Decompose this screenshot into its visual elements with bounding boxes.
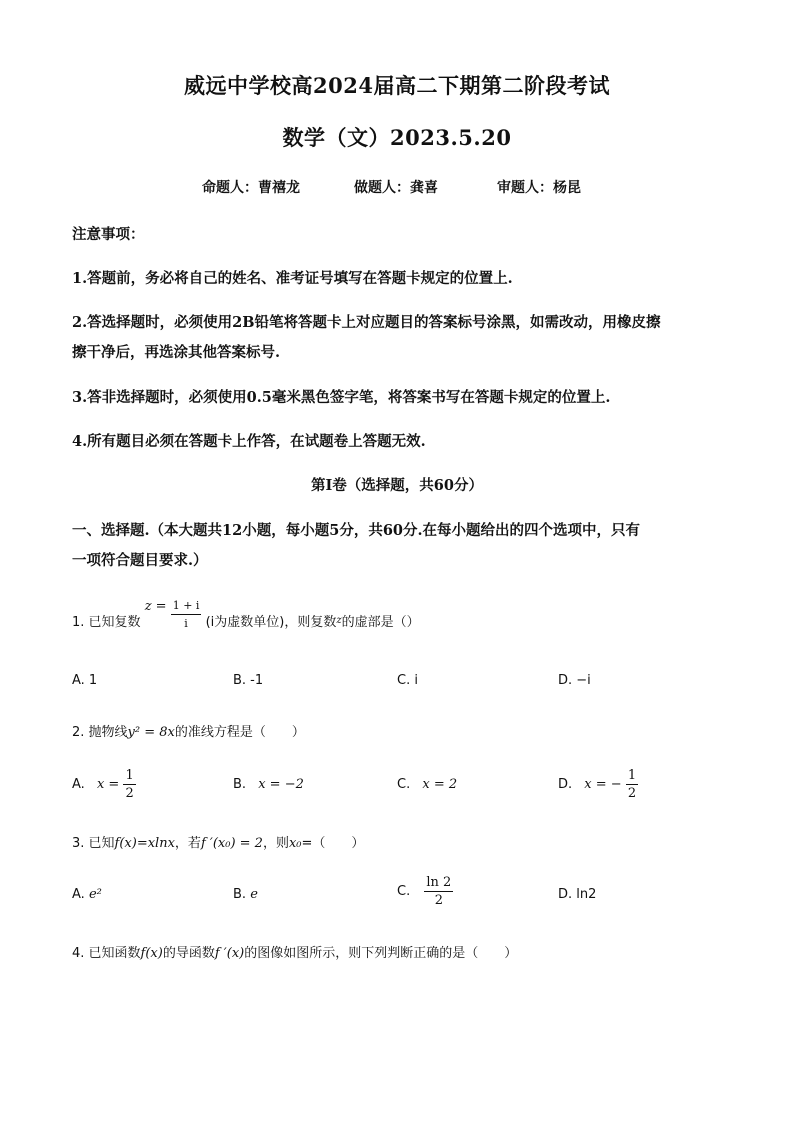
exam-title: 威远中学校高2024届高二下期第二阶段考试 [184,73,610,98]
q1-suffix: 的虚部是（） [341,615,420,630]
author-setter: 命题人：曹禧龙 [202,180,300,196]
q2-option-b [233,777,304,792]
q2-suffix: 的准线方程是（ ） [174,725,305,740]
q1-option-a: A. 1 [72,673,98,688]
q3-mid: ，若 [174,836,201,851]
author-reviewer: 审题人：杨昆 [497,180,581,196]
q2-option-b-label: B. [233,777,247,792]
q1-var: z [336,615,342,626]
q3-var: x₀ [288,836,302,851]
q2-option-d-num: 1 [627,768,637,783]
notes-item-2-cont: 擦干净后，再选涂其他答案标号. [72,344,281,361]
q2-option-a-fraction [123,767,135,802]
notes-item-4: 4.所有题目必须在答题卡上作答，在试题卷上答题无效. [72,433,426,450]
q2-option-a [72,767,136,802]
q1-fraction-num: 1 + i [171,597,202,615]
q2-option-a-lhs: x = [96,777,120,792]
q2-option-c-label: C. [397,777,411,792]
q3-option-a-text: e² [88,887,102,902]
exam-subtitle: 数学（文）2023.5.20 [282,125,512,150]
q2-option-c [397,777,457,792]
question-1-stem [72,599,420,632]
q1-option-b: B. -1 [233,673,264,688]
q3-option-c-label: C. [397,884,411,899]
notes-item-2: 2.答选择题时，必须使用2B铅笔将答题卡上对应题目的答案标号涂黑，如需改动，用橡皮擦 [72,314,661,331]
q3-func: f(x)=xlnx [114,836,175,851]
q1-formula-lhs: z = [144,599,167,614]
q2-option-d-den: 2 [627,786,637,801]
q3-option-a-label: A. [72,887,85,902]
author-solver: 做题人：龚喜 [354,180,438,196]
notes-item-1: 1.答题前，务必将自己的姓名、准考证号填写在答题卡规定的位置上. [72,270,513,287]
q3-option-d [558,887,596,902]
q2-option-d-label: D. [558,777,573,792]
q2-option-a-den: 2 [125,786,134,801]
q3-option-c-den: 2 [434,893,443,908]
q2-option-d-lhs: x = − [584,777,622,792]
q4-f2: f ′(x) [214,946,245,961]
q3-option-b-label: B. [233,887,247,902]
q3-mid2: ，则 [262,836,289,851]
q3-option-a [72,887,102,902]
q1-option-c: C. i [397,673,418,688]
section-line-2: 一项符合题目要求.） [72,552,208,569]
q4-mid: 的导函数 [162,946,215,961]
q3-option-c [397,874,453,909]
q1-fraction [171,597,202,632]
q3-prefix: 3. 已知 [72,836,115,851]
question-2-stem [72,721,305,740]
question-3-stem [72,832,364,851]
q2-option-a-label: A. [72,777,85,792]
q2-option-a-num: 1 [125,768,134,783]
q3-option-c-num: ln 2 [426,875,452,890]
q3-option-c-fraction [424,874,453,909]
q1-mid: (i为虚数单位)，则复数 [205,615,337,630]
q2-option-d-fraction [626,767,638,802]
q4-prefix: 4. 已知函数 [72,946,141,961]
q4-suffix: 的图像如图所示，则下列判断正确的是（ ） [244,946,518,961]
q1-option-d: D. −i [558,673,591,688]
notes-item-3: 3.答非选择题时，必须使用0.5毫米黑色签字笔，将答案书写在答题卡规定的位置上. [72,389,611,406]
part1-heading: 第Ⅰ卷（选择题，共60分） [311,477,483,494]
q2-formula: y² = 8x [127,725,175,740]
section-line-1: 一、选择题.（本大题共12小题，每小题5分，共60分.在每小题给出的四个选项中，只有 [72,522,641,539]
q2-option-d [558,767,638,802]
q3-option-d-label: D. [558,887,573,902]
q2-option-b-text: x = −2 [258,777,304,792]
question-4-stem [72,942,517,961]
q1-fraction-den: i [184,617,188,630]
q3-suffix: =（ ） [301,836,365,851]
q2-prefix: 2. 抛物线 [72,725,128,740]
q4-f1: f(x) [140,946,163,961]
q2-option-c-text: x = 2 [422,777,458,792]
q1-prefix: 1. 已知复数 [72,615,141,630]
notes-heading: 注意事项： [72,226,145,243]
q3-formula: f ′(x₀) = 2 [200,836,263,851]
q3-option-b [233,887,258,902]
q3-option-b-text: e [250,887,258,902]
q3-option-d-text: ln2 [576,887,597,902]
